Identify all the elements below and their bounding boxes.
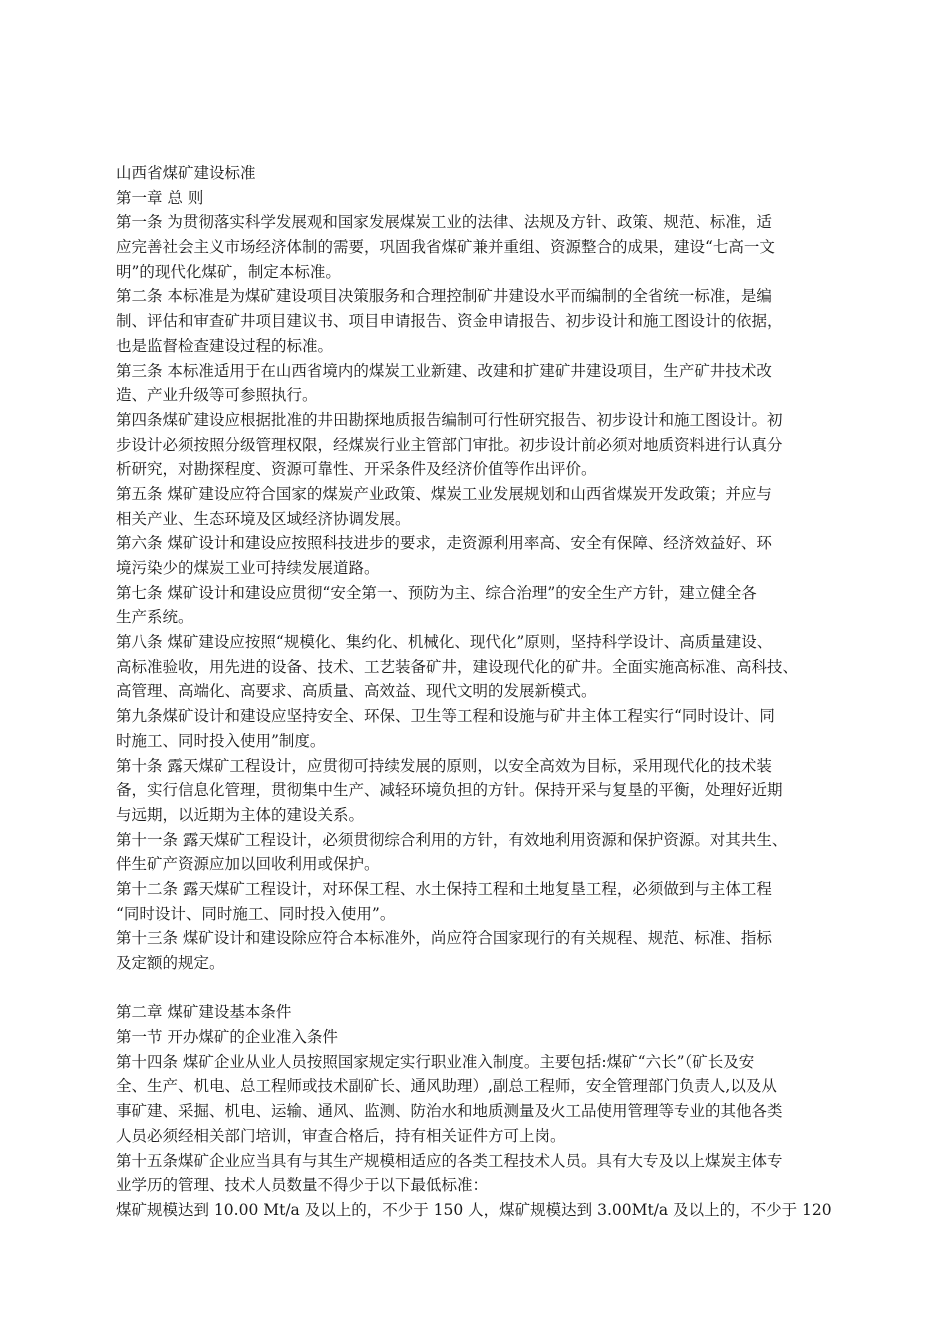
text-line: 第九条煤矿设计和建设应坚持安全、环保、卫生等工程和设施与矿井主体工程实行“同时设计、同 — [116, 707, 775, 726]
text-line: 第十条 露天煤矿工程设计，应贯彻可持续发展的原则，以安全高效为目标，采用现代化的技术装 — [116, 756, 772, 775]
text-line: 第七条 煤矿设计和建设应贯彻“安全第一、预防为主、综合治理”的安全生产方针，建立健全各 — [116, 583, 757, 602]
section-heading: 第一节 开办煤矿的企业准入条件 — [116, 1028, 338, 1047]
text-line: 伴生矿产资源应加以回收利用或保护。 — [116, 855, 380, 874]
text-line: 全、生产、机电、总工程师或技术副矿长、通风助理）,副总工程师，安全管理部门负责人,以及从 — [116, 1077, 777, 1096]
text-line: 第十四条 煤矿企业从业人员按照国家规定实行职业准入制度。主要包括:煤矿“六长”（矿长及安 — [116, 1052, 755, 1071]
text-line: 第十五条煤矿企业应当具有与其生产规模相适应的各类工程技术人员。具有大专及以上煤炭主体专 — [116, 1151, 783, 1170]
text-line: 与远期，以近期为主体的建设关系。 — [116, 805, 365, 824]
text-line: 时施工、同时投入使用”制度。 — [116, 731, 326, 750]
text-line: 备，实行信息化管理，贯彻集中生产、减轻环境负担的方针。保持开采与复垦的平衡，处理好近期 — [116, 781, 783, 800]
text-line: 第八条 煤矿建设应按照“规模化、集约化、机械化、现代化”原则，坚持科学设计、高质量建设、 — [116, 633, 773, 652]
text-line: 及定额的规定。 — [116, 954, 225, 972]
text-line: 境污染少的煤炭工业可持续发展道路。 — [116, 559, 380, 577]
text-line: 也是监督检查建设过程的标准。 — [116, 336, 334, 355]
text-line: 第三条 本标准适用于在山西省境内的煤炭工业新建、改建和扩建矿井建设项目，生产矿井技术改 — [116, 361, 772, 380]
chapter-heading: 第二章 煤矿建设基本条件 — [116, 1003, 292, 1022]
text-line: 高标准验收，用先进的设备、技术、工艺装备矿井，建设现代化的矿井。全面实施高标准、高科技、 — [116, 657, 799, 676]
text-line: “同时设计、同时施工、同时投入使用”。 — [116, 904, 396, 923]
text-line: 第五条 煤矿建设应符合国家的煤炭产业政策、煤炭工业发展规划和山西省煤炭开发政策；并应与 — [116, 484, 772, 503]
text-line: 第十三条 煤矿设计和建设除应符合本标准外，尚应符合国家现行的有关规程、规范、标准、指标 — [116, 929, 772, 948]
text-line: 第二条 本标准是为煤矿建设项目决策服务和合理控制矿井建设水平而编制的全省统一标准，是编 — [116, 287, 772, 306]
doc-title: 山西省煤矿建设标准 — [116, 164, 256, 182]
text-line: 相关产业、生态环境及区域经济协调发展。 — [116, 509, 411, 528]
text-line: 事矿建、采掘、机电、运输、通风、监测、防治水和地质测量及火工品使用管理等专业的其他各类 — [116, 1102, 783, 1121]
text-line: 制、评估和审查矿井项目建议书、项目申请报告、资金申请报告、初步设计和施工图设计的依据， — [116, 312, 783, 331]
document-body — [116, 161, 852, 1223]
text-line: 明”的现代化煤矿，制定本标准。 — [116, 262, 341, 281]
text-line: 高管理、高端化、高要求、高质量、高效益、现代文明的发展新模式。 — [116, 682, 597, 701]
text-line: 第一条 为贯彻落实科学发展观和国家发展煤炭工业的法律、法规及方针、政策、规范、标准，适 — [116, 213, 772, 232]
text-line: 第十二条 露天煤矿工程设计，对环保工程、水土保持工程和土地复垦工程，必须做到与主体工程 — [116, 879, 772, 898]
text-line: 造、产业升级等可参照执行。 — [116, 386, 318, 405]
text-line: 煤矿规模达到 10.00 Mt/a 及以上的，不少于 150 人，煤矿规模达到 3.00Mt/a 及以上的，不少于 120 — [116, 1200, 832, 1219]
text-line: 应完善社会主义市场经济体制的需要，巩固我省煤矿兼并重组、资源整合的成果，建设“七高一文 — [116, 238, 775, 257]
text-line: 业学历的管理、技术人员数量不得少于以下最低标准： — [116, 1176, 489, 1195]
text-line: 生产系统。 — [116, 608, 194, 627]
text-line: 第十一条 露天煤矿工程设计，必须贯彻综合利用的方针，有效地利用资源和保护资源。对其共生、 — [116, 830, 788, 849]
text-line: 第四条煤矿建设应根据批准的井田勘探地质报告编制可行性研究报告、初步设计和施工图设计。初 — [116, 410, 783, 429]
text-line: 析研究，对勘探程度、资源可靠性、开采条件及经济价值等作出评价。 — [116, 460, 597, 479]
text-line: 步设计必须按照分级管理权限，经煤炭行业主管部门审批。初步设计前必须对地质资料进行认真分 — [116, 435, 783, 454]
chapter-heading: 第一章 总 则 — [116, 188, 204, 207]
text-line: 人员必须经相关部门培训，审查合格后，持有相关证件方可上岗。 — [116, 1126, 566, 1145]
text-line: 第六条 煤矿设计和建设应按照科技进步的要求，走资源利用率高、安全有保障、经济效益好、环 — [116, 534, 772, 553]
blank-line — [116, 976, 852, 1001]
